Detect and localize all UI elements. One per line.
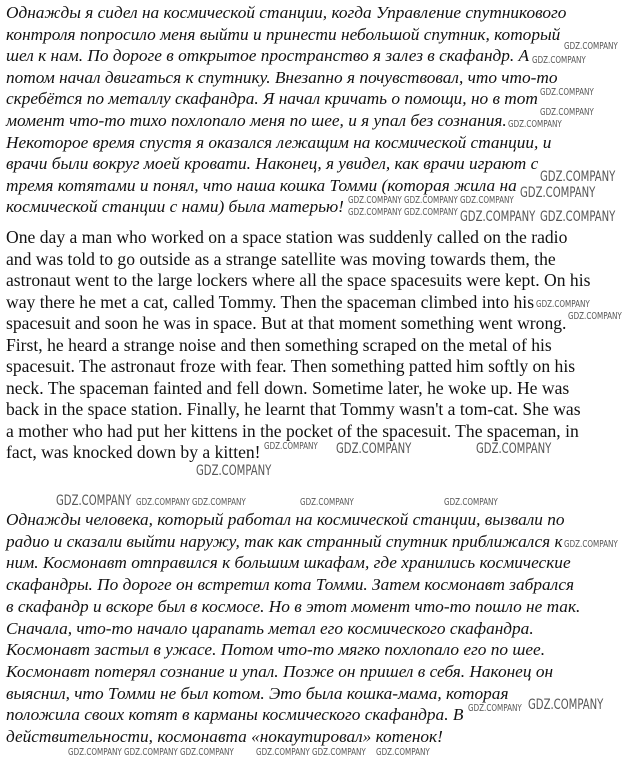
watermark: GDZ.COMPANY — [404, 195, 458, 206]
text-line: космической станции с нами) была матерью! — [6, 197, 344, 217]
watermark: GDZ.COMPANY — [564, 539, 618, 550]
text-line: потом начал двигаться к спутнику. Внезапно я почувствовал, что что-то — [6, 67, 558, 87]
text-line: Космонавт застыл в ужасе. Потом что-то мягко похлопало его по шее. — [6, 640, 546, 660]
watermark: GDZ.COMPANY — [124, 747, 178, 758]
watermark: GDZ.COMPANY — [196, 463, 272, 479]
text-line: Сначала, что-то начало царапать метал его космического скафандра. — [6, 618, 534, 638]
watermark: GDZ.COMPANY — [56, 493, 132, 509]
watermark: GDZ.COMPANY — [536, 299, 590, 310]
text-line: One day a man who worked on a space station was suddenly called on the radio — [6, 227, 568, 247]
text-line: neck. The spaceman fainted and fell down. Sometime later, he woke up. He was — [6, 377, 570, 398]
watermark: GDZ.COMPANY — [564, 41, 618, 52]
watermark: GDZ.COMPANY — [540, 87, 594, 98]
text-line: шел к нам. По дороге в открытое пространство я залез в скафандр. А — [6, 46, 530, 66]
watermark: GDZ.COMPANY — [136, 497, 190, 508]
text-line: Однажды я сидел на космической станции, когда Управление спутникового — [6, 3, 567, 22]
text-line: spacesuit. The astronaut froze with fear. Then something patted him softly on his — [6, 356, 576, 376]
text-line: fact, was knocked down by a kitten! — [6, 442, 261, 462]
text-line: врачи были вокруг моей кровати. Наконец, я увидел, как врачи играют с — [6, 154, 539, 174]
text-line: First, he heard a strange noise and then something scraped on the metal of his — [6, 334, 552, 355]
watermark: GDZ.COMPANY — [348, 207, 402, 218]
watermark: GDZ.COMPANY — [348, 195, 402, 206]
watermark: GDZ.COMPANY — [180, 747, 234, 758]
watermark: GDZ.COMPANY — [540, 169, 616, 185]
watermark: GDZ.COMPANY — [568, 311, 622, 322]
text-line: контроля попросило меня выйти и принести небольшой спутник, который — [6, 24, 561, 44]
watermark: GDZ.COMPANY — [192, 497, 246, 508]
text-line: радио и сказали выйти наружу, так как странный спутник приближался к — [6, 531, 563, 551]
text-line: way there he met a cat, called Tommy. Then the spaceman climbed into his — [6, 291, 535, 312]
text-line: выяснил, что Томми не был котом. Это была кошка-мама, которая — [6, 683, 509, 703]
watermark: GDZ.COMPANY — [312, 747, 366, 758]
text-line: действительности, космонавта «нокаутировал» котенок! — [6, 727, 443, 746]
text-line: and was told to go outside as a strange satellite was moving towards them, the — [6, 248, 556, 269]
watermark: GDZ.COMPANY — [520, 185, 596, 201]
text-line: момент что-то тихо похлопало меня по шее, и я упал без сознания. — [6, 111, 507, 130]
watermark: GDZ.COMPANY — [68, 747, 122, 758]
watermark: GDZ.COMPANY — [540, 209, 616, 225]
watermark: GDZ.COMPANY — [460, 209, 536, 225]
watermark: GDZ.COMPANY — [532, 55, 586, 66]
watermark: GDZ.COMPANY — [404, 207, 458, 218]
watermark: GDZ.COMPANY — [264, 441, 318, 452]
text-line: spacesuit and soon he was in space. But at that moment something went wrong. — [6, 313, 567, 333]
watermark: GDZ.COMPANY — [376, 747, 430, 758]
watermark: GDZ.COMPANY — [540, 107, 594, 118]
watermark: GDZ.COMPANY — [528, 697, 604, 713]
text-line: в скафандр и вскоре был в космосе. Но в этот момент что-то пошло не так. — [6, 596, 581, 616]
text-line: скребётся по металлу скафандра. Я начал кричать о помощи, но в тот — [6, 89, 538, 109]
text-line: back in the space station. Finally, he learnt that Tommy wasn't a tom-cat. She was — [6, 399, 581, 419]
watermark: GDZ.COMPANY — [336, 441, 412, 457]
watermark: GDZ.COMPANY — [444, 497, 498, 508]
watermark: GDZ.COMPANY — [476, 441, 552, 457]
watermark: GDZ.COMPANY — [256, 747, 310, 758]
text-line: скафандры. По дороге он встретил кота Томми. Затем космонавт забрался — [6, 575, 575, 595]
text-line: astronaut went to the large lockers where all the space spacesuits were kept. On his — [6, 270, 591, 290]
text-line: тремя котятами и понял, что наша кошка Томми (которая жила на — [6, 175, 517, 195]
text-line: a mother who had put her kittens in the pocket of the spacesuit. The spaceman, in — [6, 420, 579, 441]
text-line: Космонавт потерял сознание и упал. Позже он пришел в себя. Наконец он — [6, 661, 554, 681]
text-line: Некоторое время спустя я оказался лежащим на космической станции, и — [6, 132, 552, 152]
watermark: GDZ.COMPANY — [300, 497, 354, 508]
watermark: GDZ.COMPANY — [460, 195, 514, 206]
watermark: GDZ.COMPANY — [468, 703, 522, 714]
watermark: GDZ.COMPANY — [508, 119, 562, 130]
text-line: Однажды человека, который работал на космической станции, вызвали по — [6, 510, 565, 529]
text-line: положила своих котят в карманы космического скафандра. В — [6, 705, 464, 725]
text-line: ним. Космонавт отправился к большим шкафам, где хранились космические — [6, 553, 571, 573]
